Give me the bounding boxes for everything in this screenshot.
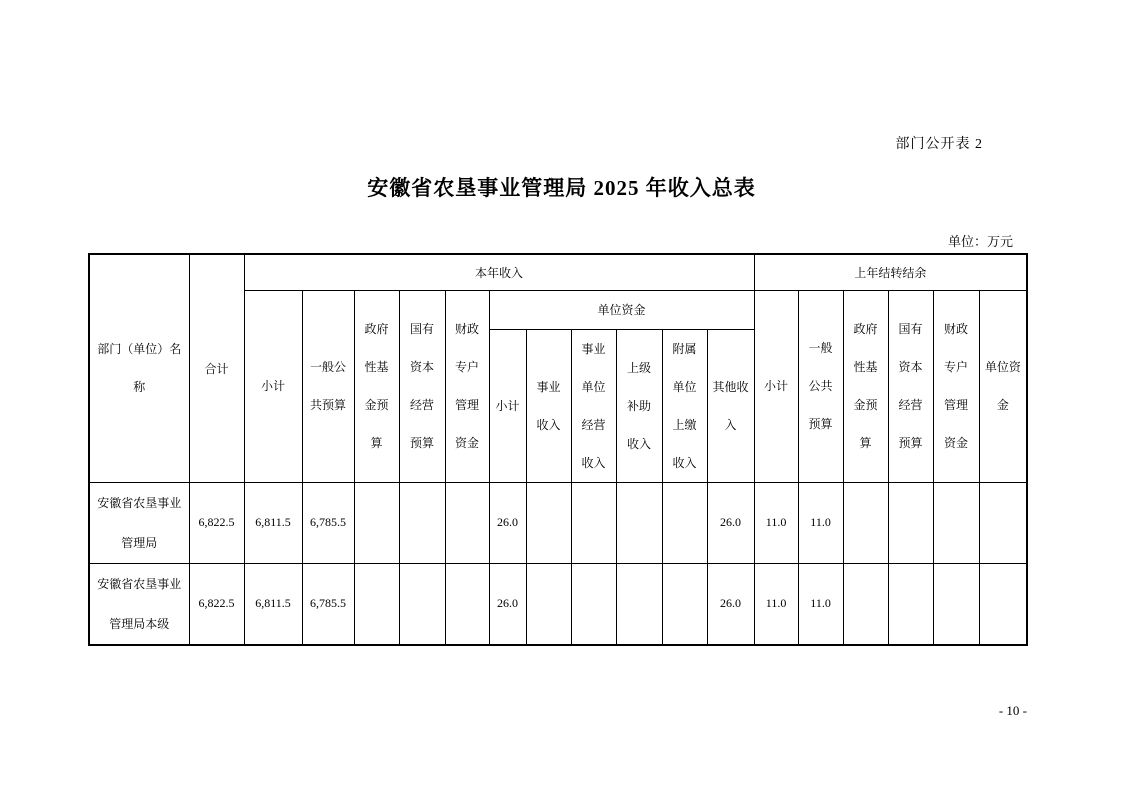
cell-co-fiscal-account-funds [933, 563, 979, 645]
page-title: 安徽省农垦事业管理局 2025 年收入总表 [367, 176, 756, 200]
page-number: - 10 - [998, 703, 1027, 718]
cell-cy-state-capital-budget [399, 563, 445, 645]
income-summary-table [88, 253, 1028, 646]
header-uf-business-income: 事业收入 [526, 329, 571, 482]
cell-uf-subtotal: 26.0 [489, 563, 526, 645]
cell-co-govt-fund-budget [843, 563, 888, 645]
cell-uf-superior-subsidy-income [616, 482, 662, 563]
header-uf-subtotal: 小计 [489, 329, 526, 482]
row-dept-name: 安徽省农垦事业管理局 [89, 482, 189, 563]
header-uf-business-operating-income: 事业单位经营收入 [571, 329, 616, 482]
header-co-fiscal-account-funds: 财政专户管理资金 [933, 290, 979, 482]
cell-cy-general-public-budget: 6,785.5 [302, 563, 354, 645]
header-carryover: 上年结转结余 [754, 254, 1027, 290]
cell-cy-state-capital-budget [399, 482, 445, 563]
cell-uf-superior-subsidy-income [616, 563, 662, 645]
cell-cy-govt-fund-budget [354, 482, 399, 563]
header-co-subtotal: 小计 [754, 290, 798, 482]
cell-uf-business-income [526, 563, 571, 645]
header-cy-state-capital-budget: 国有资本经营预算 [399, 290, 445, 482]
header-co-general-public-budget: 一般公共预算 [798, 290, 843, 482]
header-uf-other-income: 其他收入 [707, 329, 754, 482]
cell-co-state-capital-budget [888, 563, 933, 645]
cell-co-general-public-budget: 11.0 [798, 563, 843, 645]
header-uf-affiliated-remitted-income: 附属单位上缴收入 [662, 329, 707, 482]
table-row [89, 482, 1027, 563]
row-dept-name: 安徽省农垦事业管理局本级 [89, 563, 189, 645]
table-row [89, 563, 1027, 645]
cell-cy-subtotal: 6,811.5 [244, 563, 302, 645]
header-co-govt-fund-budget: 政府性基金预算 [843, 290, 888, 482]
cell-co-govt-fund-budget [843, 482, 888, 563]
cell-co-subtotal: 11.0 [754, 482, 798, 563]
cell-total: 6,822.5 [189, 563, 244, 645]
cell-uf-other-income: 26.0 [707, 563, 754, 645]
cell-co-state-capital-budget [888, 482, 933, 563]
header-dept-name: 部门（单位）名称 [89, 254, 189, 482]
header-cy-subtotal: 小计 [244, 290, 302, 482]
header-co-state-capital-budget: 国有资本经营预算 [888, 290, 933, 482]
cell-cy-subtotal: 6,811.5 [244, 482, 302, 563]
cell-uf-business-operating-income [571, 482, 616, 563]
cell-co-general-public-budget: 11.0 [798, 482, 843, 563]
cell-cy-general-public-budget: 6,785.5 [302, 482, 354, 563]
corner-table-label: 部门公开表 2 [895, 137, 983, 152]
cell-cy-fiscal-account-funds [445, 563, 489, 645]
cell-uf-affiliated-remitted-income [662, 563, 707, 645]
header-unit-funds: 单位资金 [489, 290, 754, 329]
cell-co-subtotal: 11.0 [754, 563, 798, 645]
cell-co-unit-funds [979, 482, 1027, 563]
header-uf-superior-subsidy-income: 上级补助收入 [616, 329, 662, 482]
cell-total: 6,822.5 [189, 482, 244, 563]
header-cy-fiscal-account-funds: 财政专户管理资金 [445, 290, 489, 482]
cell-uf-affiliated-remitted-income [662, 482, 707, 563]
cell-uf-other-income: 26.0 [707, 482, 754, 563]
header-cy-govt-fund-budget: 政府性基金预算 [354, 290, 399, 482]
cell-uf-business-income [526, 482, 571, 563]
cell-cy-govt-fund-budget [354, 563, 399, 645]
unit-label: 单位：万元 [947, 234, 1013, 249]
header-current-year-income: 本年收入 [244, 254, 754, 290]
cell-co-unit-funds [979, 563, 1027, 645]
cell-uf-business-operating-income [571, 563, 616, 645]
header-co-unit-funds: 单位资金 [979, 290, 1027, 482]
cell-uf-subtotal: 26.0 [489, 482, 526, 563]
cell-cy-fiscal-account-funds [445, 482, 489, 563]
header-total: 合计 [189, 254, 244, 482]
header-cy-general-public-budget: 一般公共预算 [302, 290, 354, 482]
cell-co-fiscal-account-funds [933, 482, 979, 563]
